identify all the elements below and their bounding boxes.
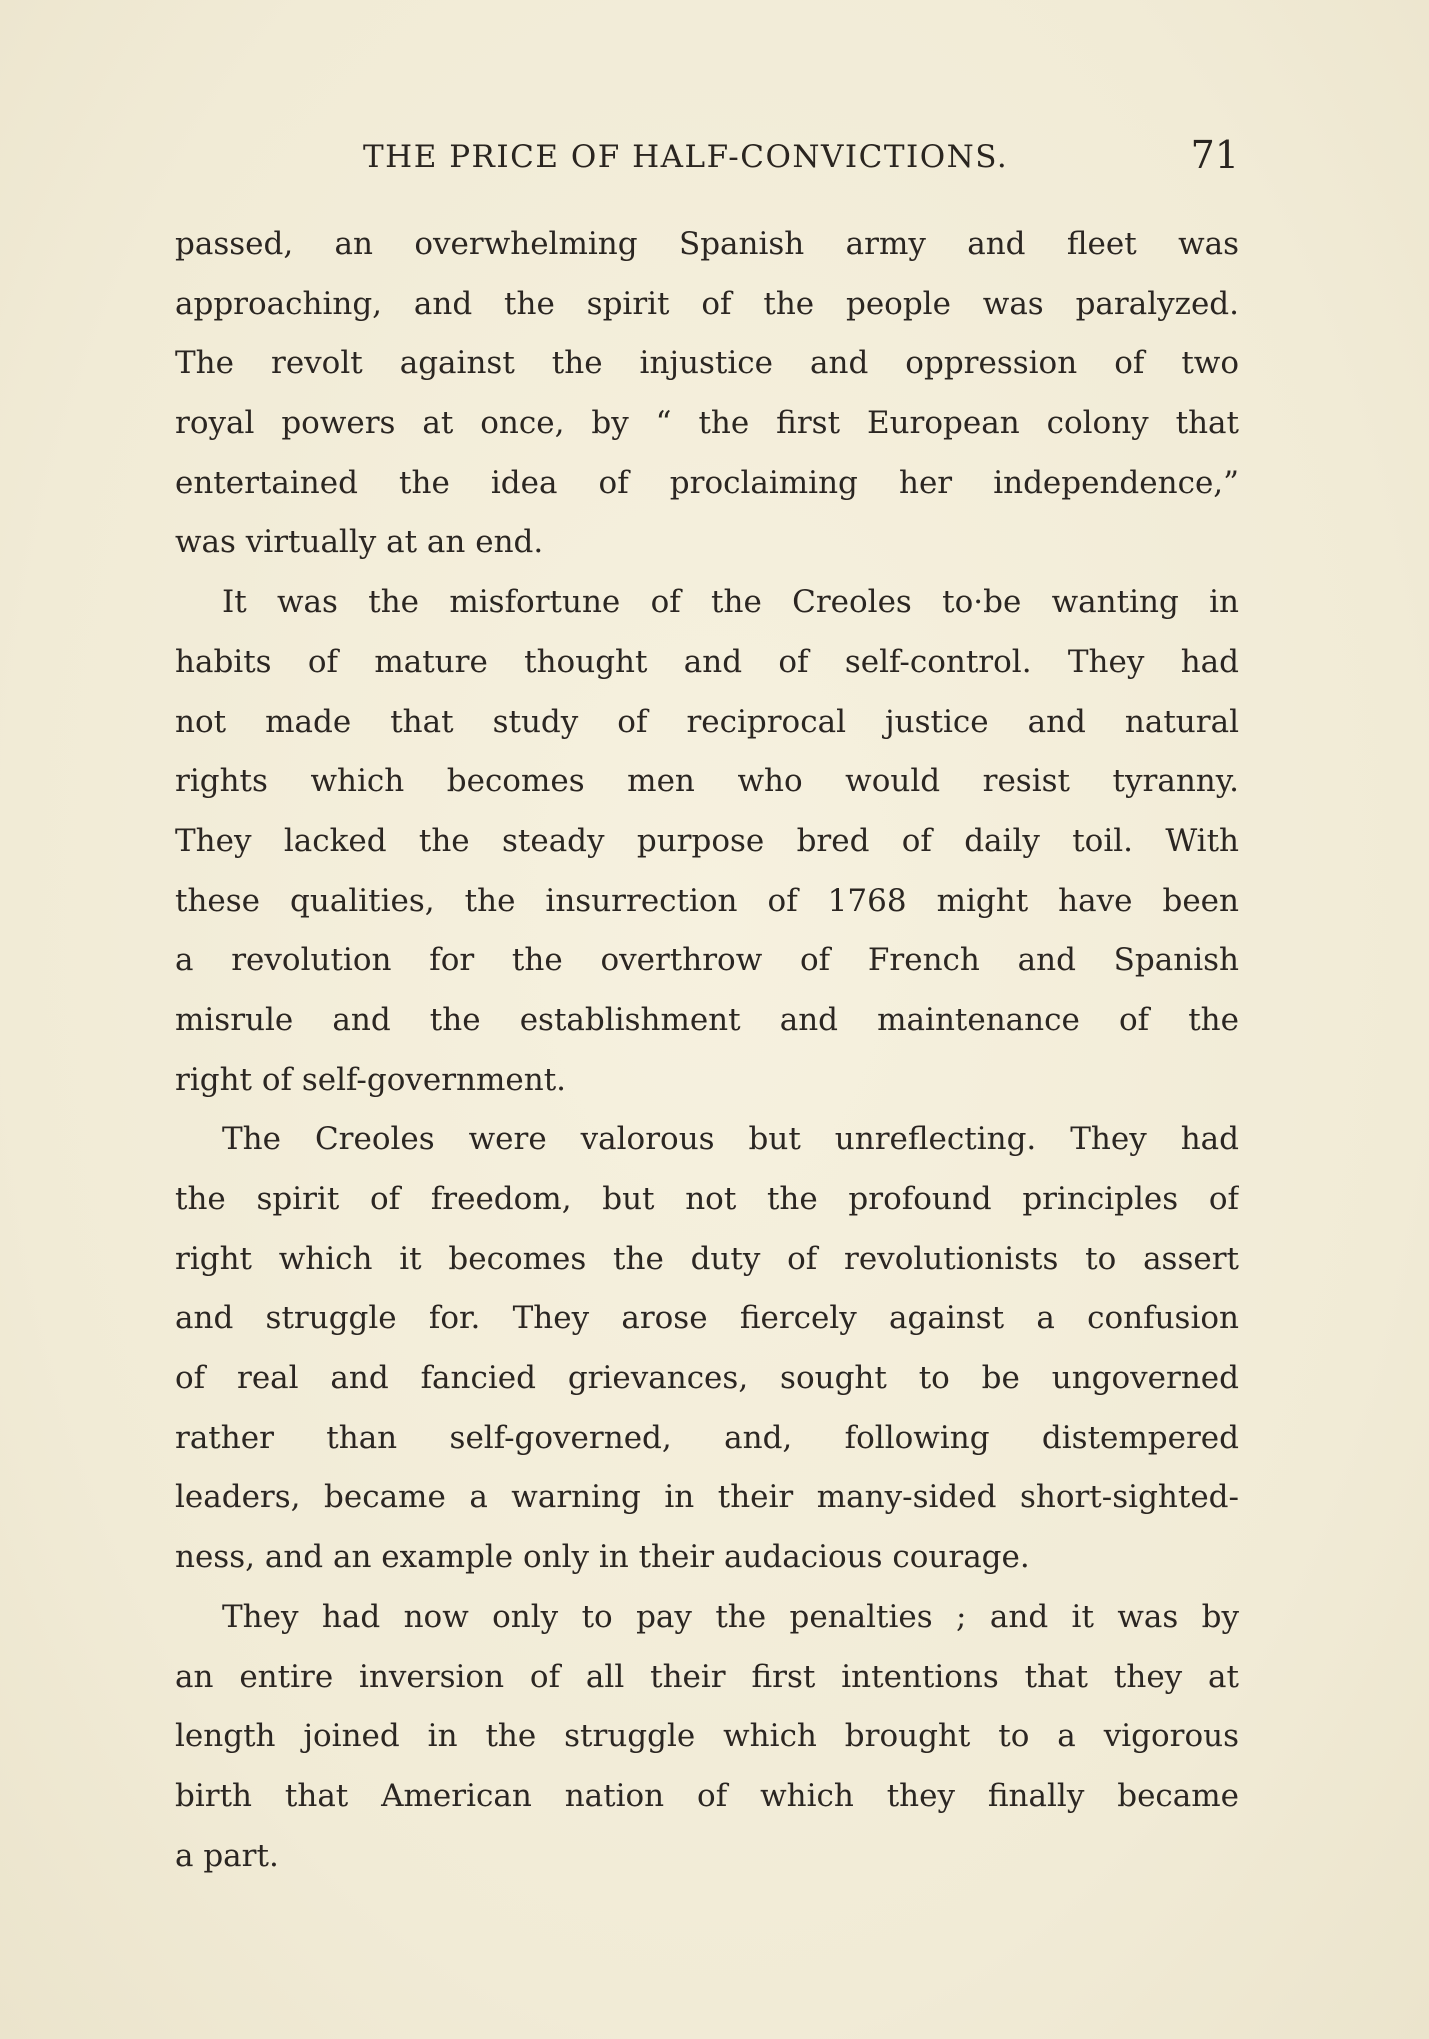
text-line: leaders, became a warning in their many-sided short-sighted-: [175, 1479, 1239, 1516]
text-line: They had now only to pay the penalties ; and it was by: [222, 1598, 1239, 1635]
body-text: [175, 215, 1239, 1886]
paragraph-2: [175, 573, 1239, 1110]
text-line: rights which becomes men who would resist tyranny.: [175, 763, 1239, 800]
text-line: entertained the idea of proclaiming her independence,”: [175, 464, 1239, 501]
text-line: right which it becomes the duty of revolutionists to assert: [175, 1240, 1239, 1277]
text-line: ness, and an example only in their audacious courage.: [175, 1539, 1030, 1576]
text-line: They lacked the steady purpose bred of daily toil. With: [175, 822, 1239, 859]
text-line: length joined in the struggle which brought to a vigorous: [175, 1718, 1239, 1755]
text-line: these qualities, the insurrection of 1768 might have been: [175, 882, 1239, 919]
text-line: The revolt against the injustice and oppression of two: [175, 345, 1239, 382]
text-line: birth that American nation of which they finally became: [175, 1777, 1239, 1814]
text-line: habits of mature thought and of self-control. They had: [175, 643, 1239, 680]
text-line: and struggle for. They arose fiercely against a confusion: [175, 1300, 1239, 1337]
text-line: right of self-government.: [175, 1061, 567, 1098]
text-line: of real and fancied grievances, sought to be ungoverned: [175, 1360, 1239, 1397]
text-line: royal powers at once, by “ the first European colony that: [175, 405, 1239, 442]
text-line: approaching, and the spirit of the people was paralyzed.: [175, 285, 1239, 322]
paragraph-3: [175, 1110, 1239, 1588]
text-line: misrule and the establishment and maintenance of the: [175, 1001, 1239, 1038]
running-head: THE PRICE OF HALF-CONVICTIONS.: [363, 139, 1009, 175]
text-line: a revolution for the overthrow of French and Spanish: [175, 942, 1239, 979]
text-line: rather than self-governed, and, following distempered: [175, 1419, 1239, 1456]
page-header: [175, 133, 1239, 183]
text-line: the spirit of freedom, but not the profound principles of: [175, 1181, 1239, 1217]
paragraph-4: [175, 1588, 1239, 1886]
page-number: 71: [1190, 133, 1239, 177]
text-line: It was the misfortune of the Creoles to·be wanting in: [222, 584, 1239, 621]
text-line: was virtually at an end.: [175, 524, 544, 561]
text-line: not made that study of reciprocal justice and natural: [175, 703, 1239, 740]
text-line: an entire inversion of all their first intentions that they at: [175, 1658, 1239, 1695]
paragraph-1: [175, 215, 1239, 573]
text-line: a part.: [175, 1837, 279, 1874]
text-line: passed, an overwhelming Spanish army and fleet was: [175, 226, 1239, 262]
text-line: The Creoles were valorous but unreflecting. They had: [222, 1121, 1239, 1158]
